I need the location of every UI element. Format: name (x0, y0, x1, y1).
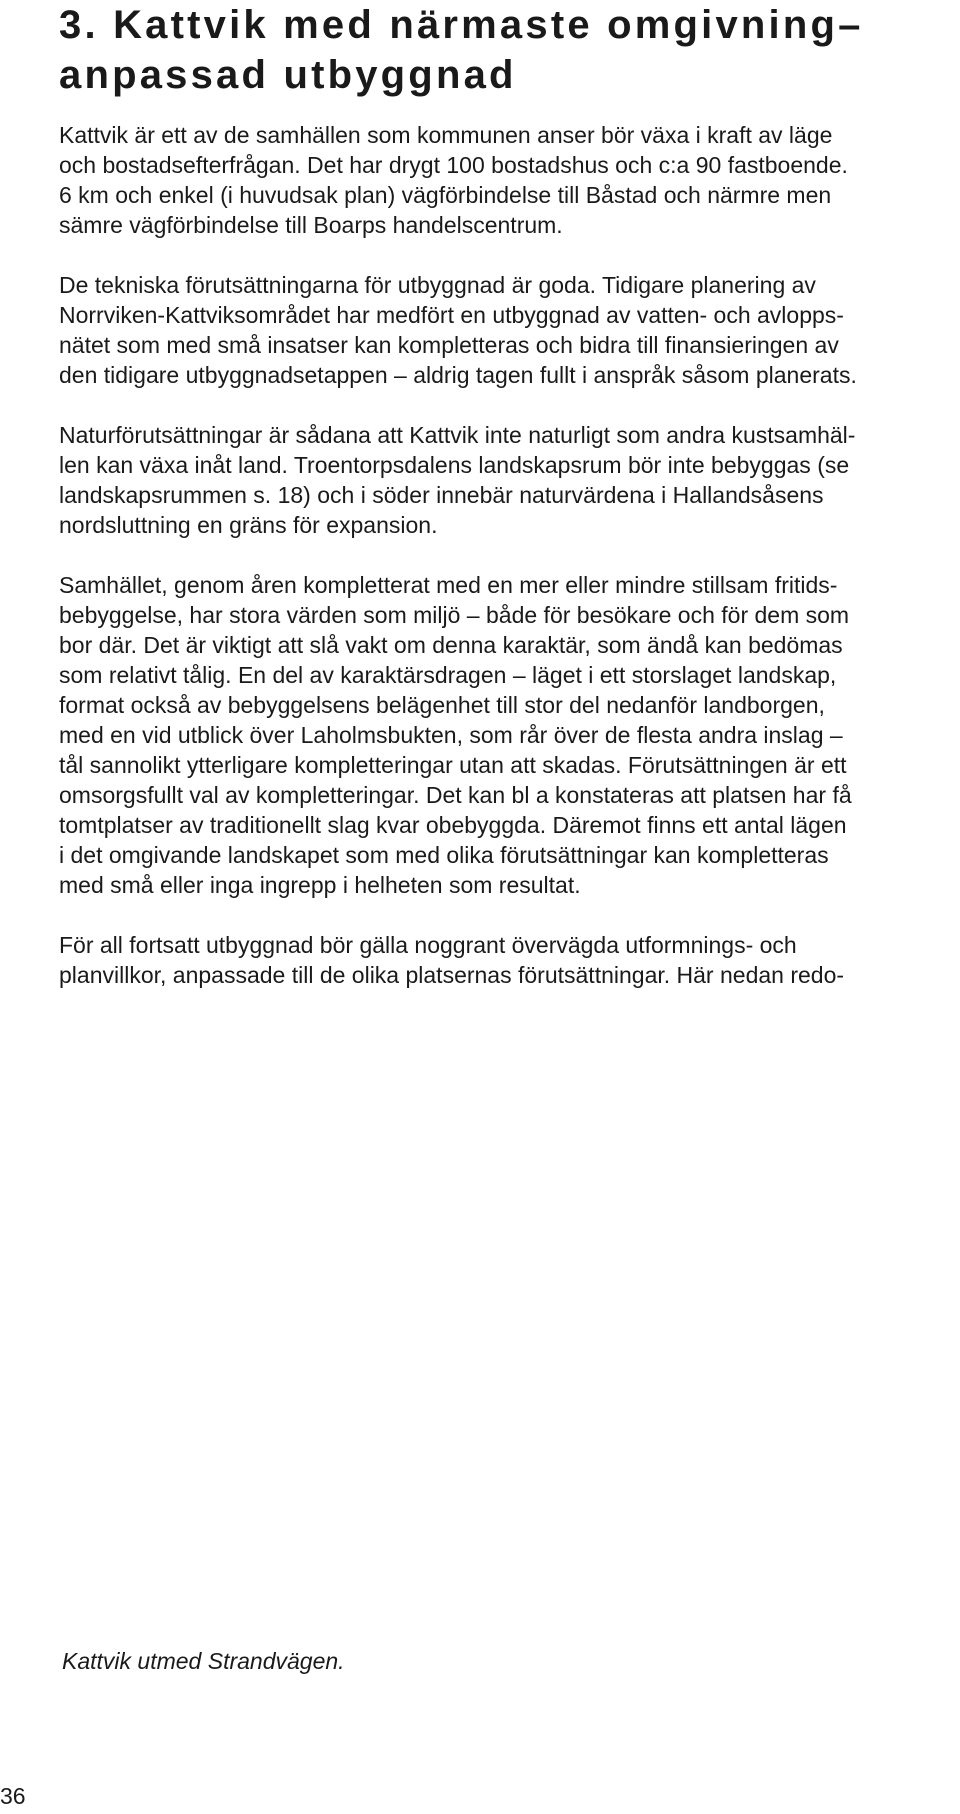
section-heading-line-2: anpassad utbyggnad (59, 53, 517, 97)
paragraph-intro: Kattvik är ett av de samhällen som kommunen anser bör växa i kraft av läge och bostadsefterfrågan. Det har drygt 100 bostadshus och c:a 90 fastboende. 6 km och enkel (i huvudsak plan) vägförbindelse till Båstad och närmre men sämre vägförbindelse till Boarps handelscentrum. (59, 122, 848, 238)
image-caption: Kattvik utmed Strandvägen. (62, 1648, 345, 1674)
paragraph-development: För all fortsatt utbyggnad bör gälla noggrant övervägda utformnings- och planvillkor, anpassade till de olika platsernas förutsättningar. Här nedan redo- (59, 932, 845, 988)
paragraph-nature: Naturförutsättningar är sådana att Kattvik inte naturligt som andra kustsamhäl- len kan växa inåt land. Troentorpsdalens landskapsrum bör inte bebyggas (se landskapsrummen s. 18) och i söder innebär naturvärdena i Hallandsåsens nordsluttning en gräns för expansion. (59, 422, 856, 538)
page-number: 36 (0, 1783, 26, 1809)
paragraph-community: Samhället, genom åren kompletterat med en mer eller mindre stillsam fritids- bebyggelse, har stora värden som miljö – både för besökare och för dem som bor där. Det är viktigt att slå vakt om denna karaktär, som ändå kan bedömas som relativt tålig. En del av karaktärsdragen – läget i ett storslaget landskap, format också av bebyggelsens belägenhet till stor del nedanför landborgen, med en vid utblick över Laholmsbukten, som rår över de flesta andra inslag – tål sannolikt ytterligare kompletteringar utan att skadas. Förutsättningen är ett omsorgsfullt val av kompletteringar. Det kan bl a konstateras att platsen har få tomtplatser av traditionellt slag kvar obebyggda. Däremot finns ett antal lägen i det omgivande landskapet som med olika förutsättningar kan kompletteras med små eller inga ingrepp i helheten som resultat. (59, 572, 852, 898)
section-heading-line-1: 3. Kattvik med närmaste omgivning– (59, 3, 864, 47)
paragraph-technical: De tekniska förutsättningarna för utbyggnad är goda. Tidigare planering av Norrviken-Kattviksområdet har medfört en utbyggnad av vatten- och avlopps- nätet som med små insatser kan kompletteras och bidra till finansieringen av den tidigare utbyggnadsetappen – aldrig tagen fullt i anspråk såsom planerats. (59, 272, 857, 388)
body-text (59, 120, 939, 1020)
section-heading (59, 0, 939, 100)
